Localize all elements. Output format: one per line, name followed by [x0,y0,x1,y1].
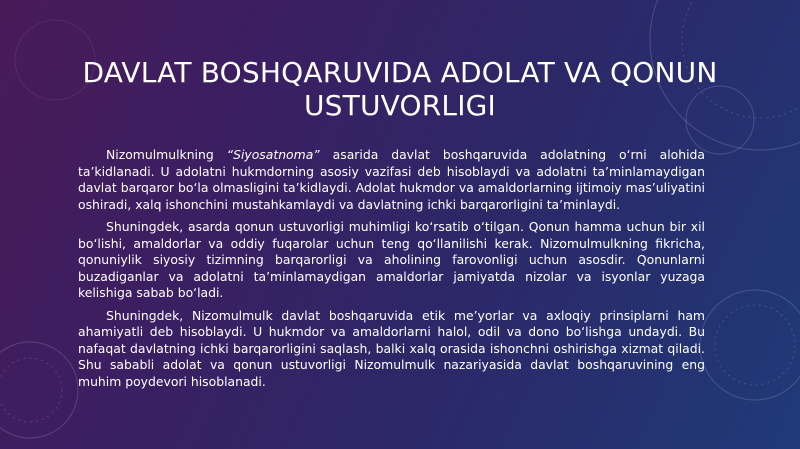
paragraph-1-rest: asarida davlat boshqaruvida adolatning o‘rni alohida ta’kidlanadi. U adolatni hukmdorning asosiy vazifasi deb hisoblaydi va adolatni ta’minlamaydigan davlat barqaror bo‘la olmasligini ta’kidlaydi. Adolat hukmdor va amaldorlarning ijtimoiy mas’uliyatini oshiradi, xalq ishonchini mustahkamlaydi va davlatning ichki barqarorligini ta’minlaydi. [78,147,706,212]
book-title-italic: “Siyosatnoma” [226,147,320,162]
paragraph-2: Shuningdek, asarda qonun ustuvorligi muhimligi ko‘rsatib o‘tilgan. Qonun hamma uchun bir xil bo‘lishi, amaldorlar va oddiy fuqarolar uchun teng qo‘llanilishi kerak. Nizomulmulkning fikricha, qonuniylik siyosiy tizimning barqarorligi va aholining farovonligi uchun asosdir. Qonunlarni buzadiganlar va adolatni ta’minlamaydigan amaldorlar jamiyatda nizolar va isyonlar yuzaga kelishiga sabab bo‘ladi. [78,219,705,300]
decor-circle-bottom-right-dotted [715,305,795,385]
paragraph-1 [78,147,705,213]
decor-circle-bottom-right [700,290,800,400]
slide-title: DAVLAT BOSHQARUVIDA ADOLAT VA QONUN USTUVORLIGI [82,56,718,122]
decor-circle-left-dotted [0,358,62,422]
slide-body [78,147,705,396]
decor-circle-left [0,342,78,438]
paragraph-1-lead: Nizomulmulkning [106,147,227,162]
paragraph-3: Shuningdek, Nizomulmulk davlat boshqaruvida etik me’yorlar va axloqiy prinsiplarni ham ahamiyatli deb hisoblaydi. U hukmdor va amaldorlarni halol, odil va dono bo‘lishga undaydi. Bu nafaqat davlatning ichki barqarorligini saqlash, balki xalq orasida ishonchni oshirishga xizmat qiladi. Shu sababli adolat va qonun ustuvorligi Nizomulmulk nazariyasida davlat boshqaruvining eng muhim poydevori hisoblanadi. [78,307,705,389]
